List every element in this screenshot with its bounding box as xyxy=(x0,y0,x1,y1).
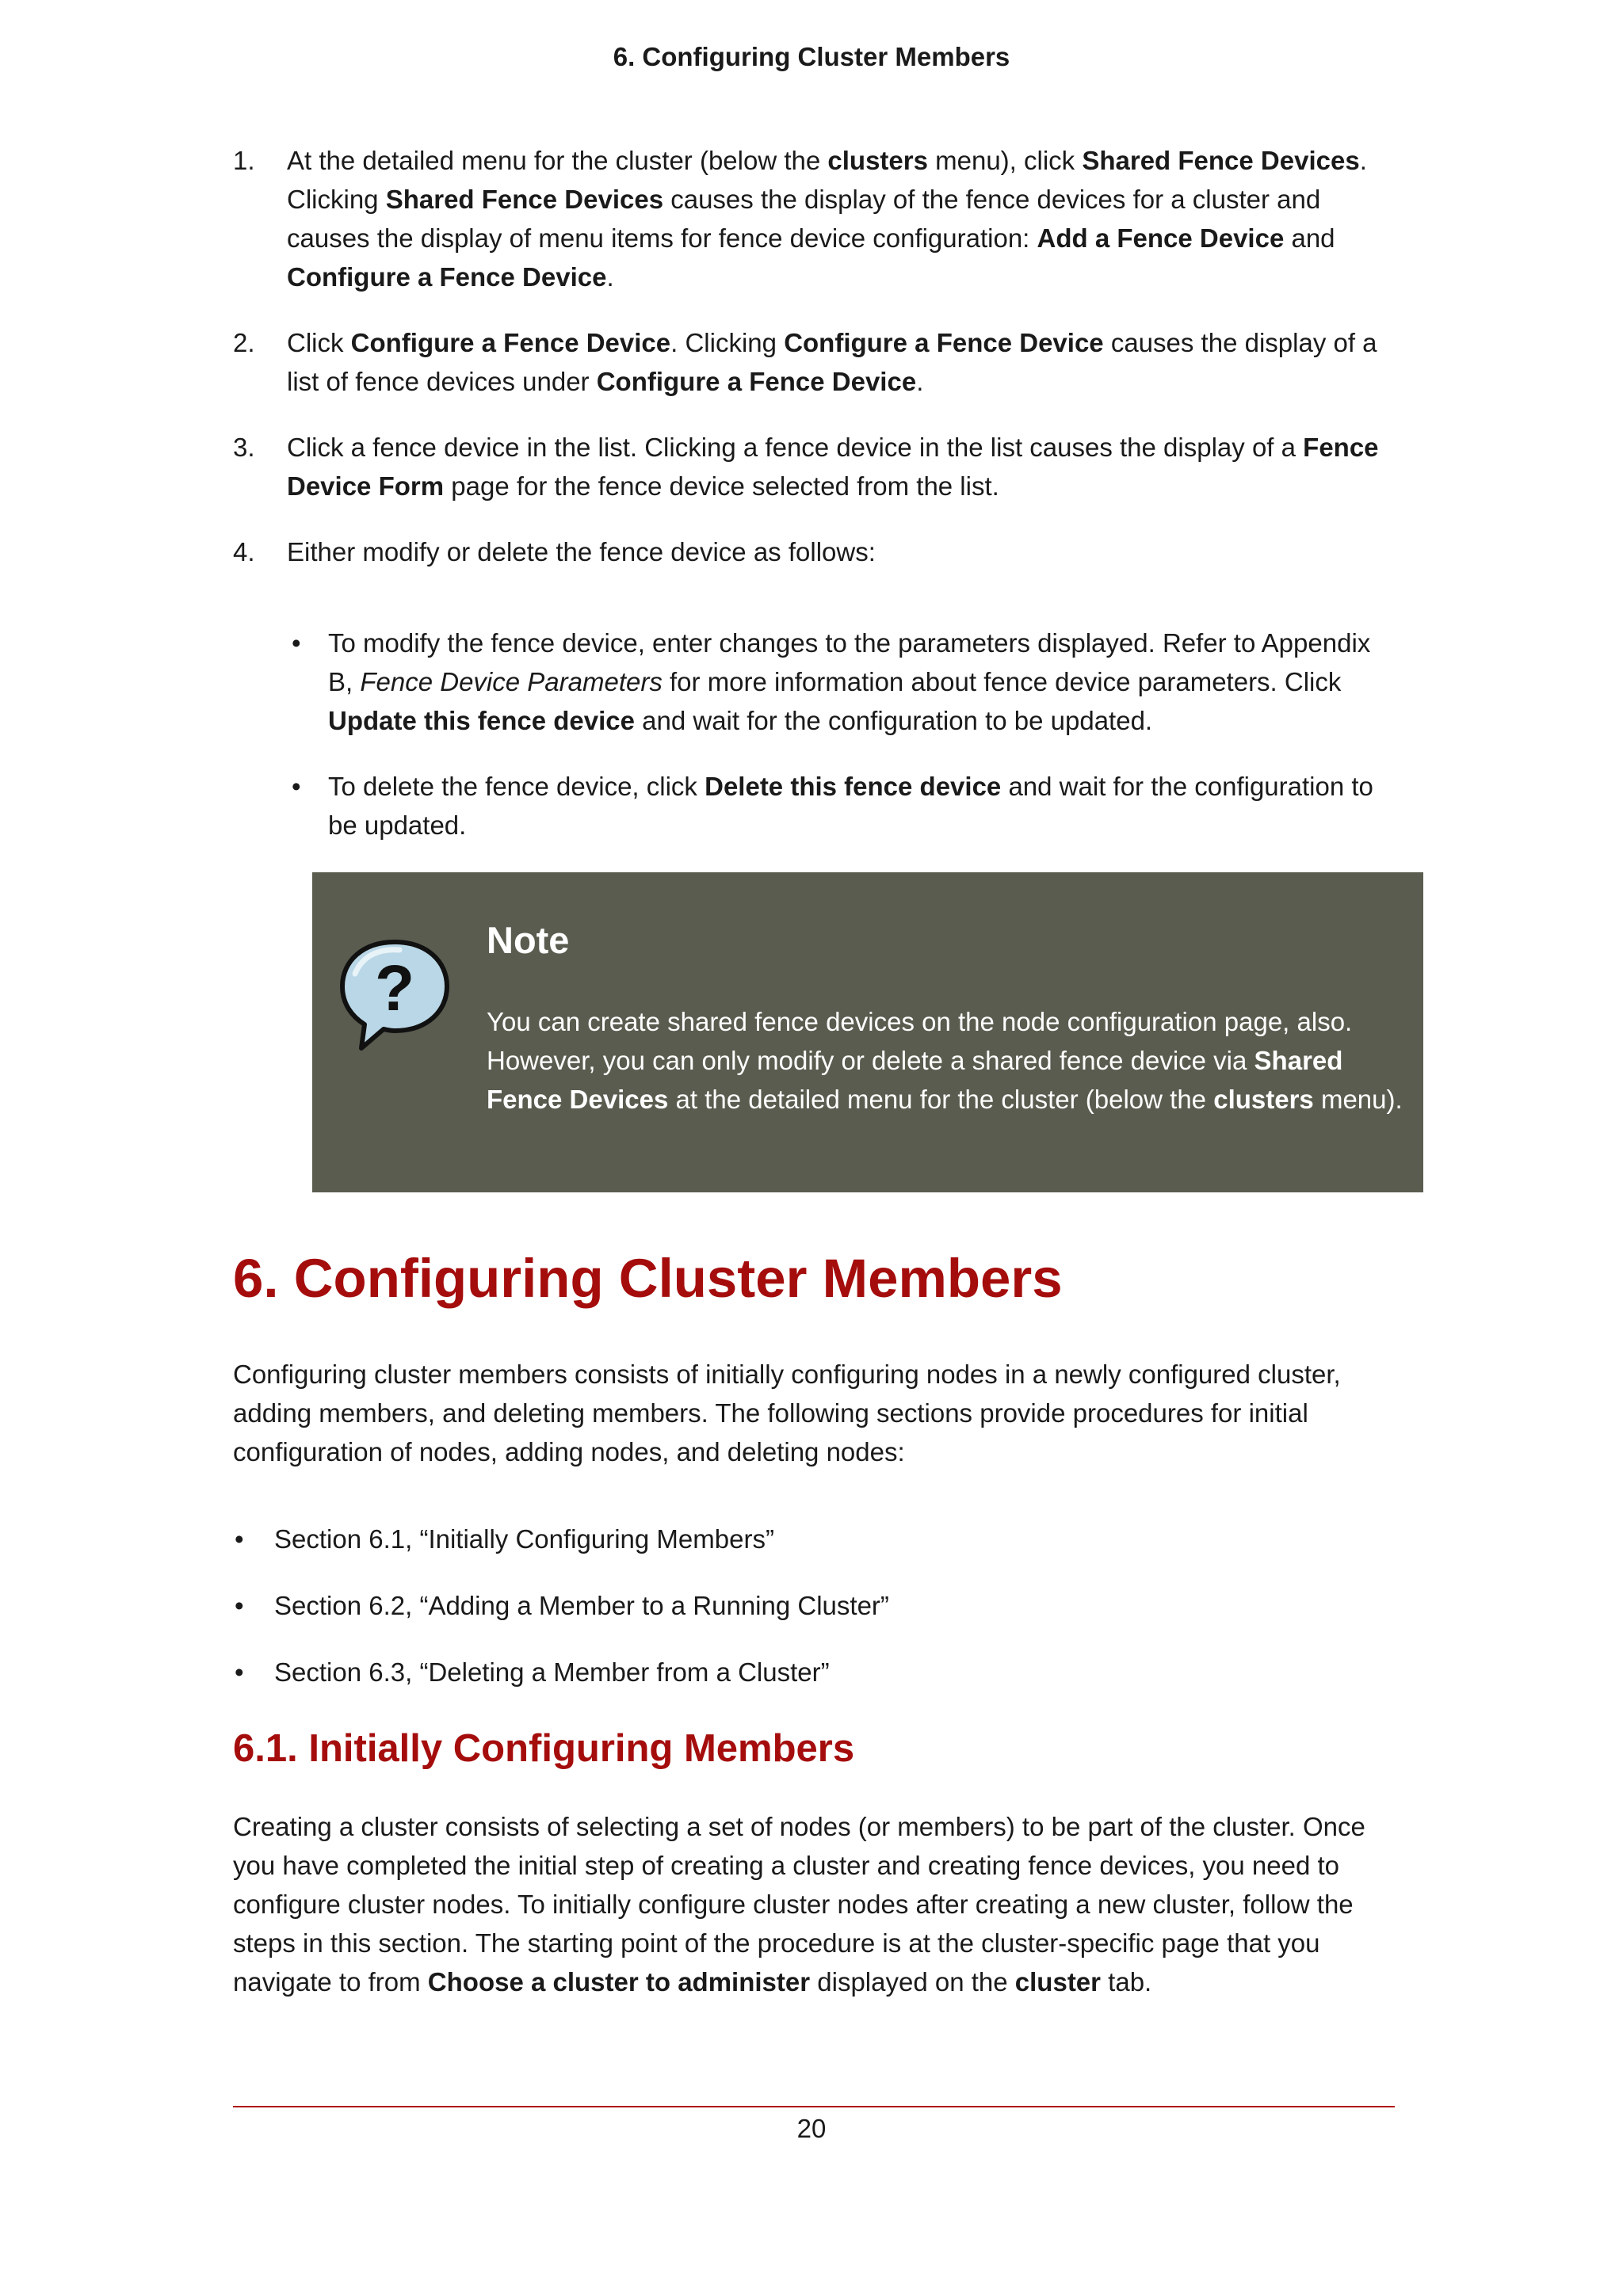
sub-bullet-text xyxy=(328,624,1400,740)
step-text xyxy=(287,428,1400,505)
bullet-marker: • xyxy=(235,1524,244,1554)
text-run: causes the display of the fence devices for a cluster and causes the display of menu items for fence device configuration: xyxy=(287,185,1321,253)
note-body xyxy=(487,1002,1414,1119)
section-link[interactable]: Section 6.1, “Initially Configuring Members” xyxy=(274,1524,774,1554)
text-run: displayed on the xyxy=(810,1967,1015,1997)
note-admonition xyxy=(312,872,1423,1192)
section-link[interactable]: Section 6.2, “Adding a Member to a Running Cluster” xyxy=(274,1591,889,1620)
running-header: 6. Configuring Cluster Members xyxy=(613,42,1010,71)
text-run: Either modify or delete the fence device as follows: xyxy=(287,537,876,566)
step-text xyxy=(287,141,1400,296)
bold-term: Configure a Fence Device xyxy=(350,328,671,357)
step-item xyxy=(233,532,1400,571)
text-run: . Clicking xyxy=(670,328,785,357)
bold-term: Fence Device Form xyxy=(287,433,1379,501)
bold-term: Shared Fence Devices xyxy=(385,185,664,214)
sub-bullet-item xyxy=(287,767,1400,845)
text-run: menu). xyxy=(1313,1085,1403,1114)
text-run: tab. xyxy=(1101,1967,1152,1997)
text-run: Click a fence device in the list. Clicking a fence device in the list causes the display of a xyxy=(287,433,1304,462)
subsection-paragraph xyxy=(233,1807,1400,2001)
section-link[interactable]: Section 6.3, “Deleting a Member from a Cluster” xyxy=(274,1657,830,1687)
bold-term: Shared Fence Devices xyxy=(487,1046,1343,1114)
text-run: To modify the fence device, enter changes to the parameters displayed. Refer to Appendix B, xyxy=(328,628,1371,696)
sub-bullet-list xyxy=(287,624,1400,845)
text-run: To delete the fence device, click xyxy=(328,772,705,801)
subsection-heading: 6.1. Initially Configuring Members xyxy=(233,1727,855,1770)
text-run: . Clicking xyxy=(287,146,1367,214)
procedure-steps xyxy=(233,141,1400,871)
text-run: You can create shared fence devices on the node configuration page, also. However, you can only modify or delete a shared fence device via xyxy=(487,1007,1353,1075)
bullet-marker: • xyxy=(235,1591,244,1620)
question-bubble-icon xyxy=(331,931,458,1058)
bold-term: clusters xyxy=(827,146,928,175)
text-run: and wait for the configuration to be updated. xyxy=(328,772,1373,840)
text-run: and wait for the configuration to be updated. xyxy=(634,706,1153,735)
bold-term: Add a Fence Device xyxy=(1037,223,1285,253)
text-run: . xyxy=(916,367,924,396)
step-number: 2. xyxy=(233,328,255,357)
step-text xyxy=(287,532,1400,571)
section-intro: Configuring cluster members consists of initially configuring nodes in a newly configured cluster, adding members, and deleting members. The following sections provide procedures for initial configuration of nodes, adding nodes, and deleting nodes: xyxy=(233,1360,1341,1466)
bold-term: Delete this fence device xyxy=(705,772,1002,801)
step-number: 3. xyxy=(233,433,255,462)
note-title: Note xyxy=(487,919,570,961)
text-run: At the detailed menu for the cluster (below the xyxy=(287,146,828,175)
step-text xyxy=(287,323,1400,401)
text-run: causes the display of a list of fence devices under xyxy=(287,328,1377,396)
bullet-marker: • xyxy=(292,772,301,801)
section-link-list xyxy=(233,1520,1400,1719)
sub-bullet-item xyxy=(287,624,1400,740)
bold-term: Update this fence device xyxy=(328,706,635,735)
sub-bullet-text xyxy=(328,767,1400,845)
bold-term: Choose a cluster to administer xyxy=(427,1967,811,1997)
text-run: menu), click xyxy=(927,146,1083,175)
text-run: Click xyxy=(287,328,351,357)
step-item xyxy=(233,323,1400,401)
bold-term: Configure a Fence Device xyxy=(596,367,917,396)
text-run: for more information about fence device parameters. Click xyxy=(662,667,1342,696)
step-item xyxy=(233,141,1400,296)
text-run: page for the fence device selected from the list. xyxy=(444,471,999,501)
text-run: . xyxy=(606,262,614,292)
footer-divider xyxy=(233,2106,1395,2107)
list-item xyxy=(233,1520,1400,1558)
list-item xyxy=(233,1586,1400,1625)
page-number: 20 xyxy=(796,2114,827,2143)
step-number: 1. xyxy=(233,146,255,175)
bullet-marker: • xyxy=(235,1657,244,1687)
text-run: Creating a cluster consists of selecting a set of nodes (or members) to be part of the cluster. Once you have completed the initial step of creating a cluster and creating fence devices, you need to configure cluster nodes. To initially configure cluster nodes after creating a new cluster, follow the steps in this section. The starting point of the procedure is at the cluster-specific page that you navigate to from xyxy=(233,1812,1365,1997)
text-run: and xyxy=(1284,223,1335,253)
svg-text:?: ? xyxy=(374,952,415,1024)
step-item xyxy=(233,428,1400,505)
bullet-marker: • xyxy=(292,628,301,658)
step-number: 4. xyxy=(233,537,255,566)
section-heading: 6. Configuring Cluster Members xyxy=(233,1248,1063,1309)
list-item xyxy=(233,1653,1400,1691)
text-run: at the detailed menu for the cluster (below the xyxy=(668,1085,1214,1114)
bold-term: Configure a Fence Device xyxy=(784,328,1104,357)
bold-term: cluster xyxy=(1014,1967,1101,1997)
bold-term: clusters xyxy=(1213,1085,1314,1114)
bold-term: Shared Fence Devices xyxy=(1082,146,1360,175)
bold-term: Configure a Fence Device xyxy=(287,262,607,292)
italic-term: Fence Device Parameters xyxy=(360,667,663,696)
